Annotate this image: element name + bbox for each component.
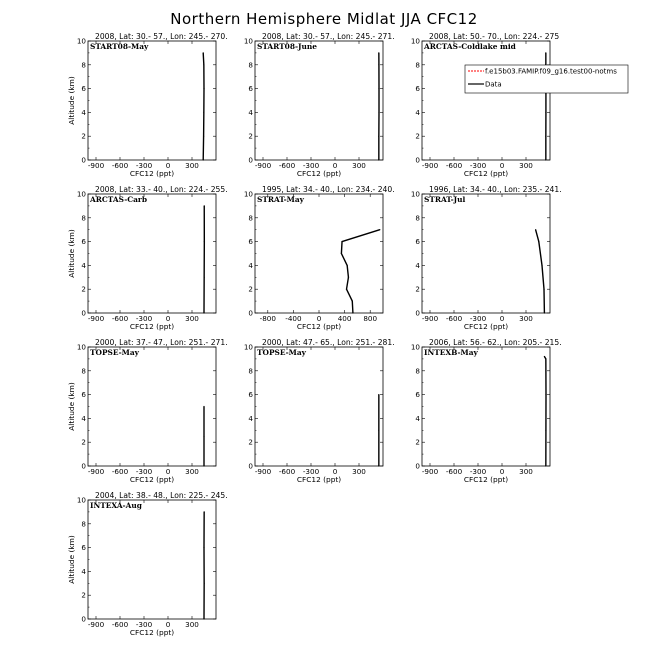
y-tick-label: 10 bbox=[243, 36, 253, 46]
data-point bbox=[378, 159, 379, 160]
legend bbox=[465, 65, 628, 93]
data-point bbox=[204, 583, 205, 584]
data-point bbox=[378, 136, 379, 137]
data-point bbox=[352, 312, 353, 313]
x-tick-label: 300 bbox=[519, 314, 533, 323]
x-tick-label: -600 bbox=[445, 467, 463, 476]
x-axis-label: CFC12 (ppt) bbox=[129, 628, 175, 637]
data-point bbox=[545, 430, 546, 431]
panel-label: INTEXB-May bbox=[424, 348, 478, 357]
x-tick-label: -300 bbox=[469, 314, 487, 323]
data-point bbox=[203, 312, 204, 313]
x-tick-label: 0 bbox=[165, 467, 171, 476]
data-point bbox=[347, 265, 348, 266]
x-axis-label: CFC12 (ppt) bbox=[129, 169, 175, 178]
data-point bbox=[346, 289, 347, 290]
x-tick-label: 300 bbox=[352, 467, 366, 476]
data-point bbox=[203, 618, 204, 619]
y-tick-label: 10 bbox=[243, 189, 253, 199]
data-point bbox=[378, 88, 379, 89]
y-tick-label: 10 bbox=[76, 36, 86, 46]
panel-10 bbox=[67, 491, 228, 637]
data-point bbox=[545, 358, 546, 359]
x-tick-label: 0 bbox=[499, 161, 505, 170]
x-tick-label: -600 bbox=[278, 161, 296, 170]
y-tick-label: 0 bbox=[81, 614, 86, 624]
data-point bbox=[203, 52, 204, 53]
y-tick-label: 10 bbox=[410, 342, 420, 352]
y-tick-label: 10 bbox=[76, 189, 86, 199]
y-tick-label: 0 bbox=[415, 155, 420, 165]
y-tick-label: 8 bbox=[248, 60, 253, 70]
y-tick-label: 8 bbox=[81, 213, 86, 223]
y-tick-label: 6 bbox=[248, 390, 253, 400]
y-tick-label: 4 bbox=[81, 107, 86, 117]
panel-header: 2008, Lat: 30.- 57., Lon: 245.- 270. bbox=[95, 32, 228, 41]
y-axis-label: Altitude (km) bbox=[67, 229, 76, 278]
y-tick-label: 8 bbox=[81, 60, 86, 70]
panel-label: TOPSE-May bbox=[90, 348, 139, 357]
data-point bbox=[378, 465, 379, 466]
y-tick-label: 4 bbox=[248, 260, 253, 270]
y-tick-label: 10 bbox=[410, 36, 420, 46]
y-tick-label: 2 bbox=[248, 437, 253, 447]
data-point bbox=[378, 52, 379, 53]
x-tick-label: 0 bbox=[165, 620, 171, 629]
y-tick-label: 0 bbox=[248, 308, 253, 318]
data-point bbox=[204, 277, 205, 278]
y-tick-label: 8 bbox=[415, 366, 420, 376]
data-point bbox=[378, 430, 379, 431]
data-point bbox=[545, 112, 546, 113]
x-tick-label: 800 bbox=[363, 314, 378, 323]
y-tick-label: 6 bbox=[415, 390, 420, 400]
panel-7 bbox=[67, 338, 228, 484]
x-tick-label: -600 bbox=[111, 161, 129, 170]
plot-frame bbox=[255, 347, 383, 466]
y-tick-label: 4 bbox=[415, 107, 420, 117]
data-point bbox=[543, 289, 544, 290]
y-tick-label: 2 bbox=[415, 131, 420, 141]
data-point bbox=[203, 88, 204, 89]
x-tick-label: -300 bbox=[135, 314, 153, 323]
x-tick-label: -600 bbox=[278, 467, 296, 476]
x-axis-label: CFC12 (ppt) bbox=[296, 322, 342, 331]
y-tick-label: 2 bbox=[81, 437, 86, 447]
plot-frame bbox=[255, 194, 383, 313]
data-point bbox=[203, 436, 204, 437]
data-point bbox=[348, 277, 349, 278]
data-point bbox=[538, 241, 539, 242]
y-tick-label: 2 bbox=[248, 284, 253, 294]
data-point bbox=[203, 64, 204, 65]
x-tick-label: 0 bbox=[332, 161, 338, 170]
data-point bbox=[352, 301, 353, 302]
x-tick-label: 0 bbox=[499, 467, 505, 476]
panel-header: 2000, Lat: 37.- 47., Lon: 251.- 271. bbox=[95, 338, 228, 347]
x-axis-label: CFC12 (ppt) bbox=[296, 169, 342, 178]
panel-header: 2000, Lat: 47.- 65., Lon: 251.- 281. bbox=[262, 338, 395, 347]
y-tick-label: 6 bbox=[248, 237, 253, 247]
panel-3 bbox=[411, 32, 560, 178]
data-point bbox=[203, 406, 204, 407]
data-line-series-1 bbox=[536, 230, 545, 313]
x-tick-label: 0 bbox=[165, 314, 171, 323]
y-tick-label: 0 bbox=[415, 308, 420, 318]
panel-header: 1996, Lat: 34.- 40., Lon: 235.- 241. bbox=[429, 185, 562, 194]
data-point bbox=[544, 356, 545, 357]
x-tick-label: -300 bbox=[302, 161, 320, 170]
panel-label: START08-May bbox=[90, 42, 149, 51]
legend-data-label: Data bbox=[485, 80, 502, 89]
data-point bbox=[378, 112, 379, 113]
x-tick-label: -900 bbox=[87, 620, 105, 629]
x-axis-label: CFC12 (ppt) bbox=[296, 475, 342, 484]
y-tick-label: 0 bbox=[248, 155, 253, 165]
data-point bbox=[341, 253, 342, 254]
x-tick-label: -900 bbox=[421, 161, 439, 170]
y-tick-label: 2 bbox=[415, 284, 420, 294]
data-point bbox=[545, 136, 546, 137]
data-point bbox=[341, 241, 342, 242]
x-tick-label: -600 bbox=[111, 620, 129, 629]
y-tick-label: 0 bbox=[248, 461, 253, 471]
y-tick-label: 4 bbox=[415, 260, 420, 270]
x-axis-label: CFC12 (ppt) bbox=[463, 475, 509, 484]
x-axis-label: CFC12 (ppt) bbox=[463, 322, 509, 331]
y-tick-label: 8 bbox=[248, 213, 253, 223]
x-axis-label: CFC12 (ppt) bbox=[129, 475, 175, 484]
y-tick-label: 2 bbox=[248, 131, 253, 141]
y-tick-label: 6 bbox=[81, 543, 86, 553]
y-tick-label: 10 bbox=[76, 495, 86, 505]
panel-header: 2004, Lat: 38.- 48., Lon: 225.- 245. bbox=[95, 491, 228, 500]
y-tick-label: 4 bbox=[81, 413, 86, 423]
plot-frame bbox=[88, 500, 216, 619]
x-tick-label: 0 bbox=[499, 314, 505, 323]
x-axis-label: CFC12 (ppt) bbox=[463, 169, 509, 178]
panel-header: 2006, Lat: 56.- 62., Lon: 205.- 215. bbox=[429, 338, 562, 347]
figure-title: Northern Hemisphere Midlat JJA CFC12 bbox=[170, 10, 478, 28]
data-point bbox=[535, 229, 536, 230]
data-point bbox=[203, 136, 204, 137]
y-tick-label: 6 bbox=[81, 84, 86, 94]
x-tick-label: -900 bbox=[87, 161, 105, 170]
panel-label: STRAT-May bbox=[257, 195, 304, 204]
x-tick-label: -900 bbox=[421, 467, 439, 476]
y-tick-label: 8 bbox=[81, 519, 86, 529]
x-tick-label: -300 bbox=[135, 620, 153, 629]
panel-header: 1995, Lat: 34.- 40., Lon: 234.- 240. bbox=[262, 185, 395, 194]
panel-label: TOPSE-May bbox=[257, 348, 306, 357]
y-tick-label: 2 bbox=[81, 131, 86, 141]
data-point bbox=[545, 465, 546, 466]
data-point bbox=[378, 64, 379, 65]
x-tick-label: 0 bbox=[316, 314, 322, 323]
data-line-series-1 bbox=[341, 230, 379, 313]
data-point bbox=[204, 241, 205, 242]
x-tick-label: -300 bbox=[302, 467, 320, 476]
x-tick-label: 300 bbox=[185, 620, 199, 629]
legend-model-label: f.e15b03.FAMIP.f09_g16.test00-notms bbox=[485, 67, 617, 76]
x-tick-label: 300 bbox=[185, 161, 199, 170]
x-tick-label: -300 bbox=[469, 161, 487, 170]
data-point bbox=[203, 547, 204, 548]
plot-frame bbox=[88, 194, 216, 313]
panel-header: 2008, Lat: 33.- 40., Lon: 224.- 255. bbox=[95, 185, 228, 194]
panels bbox=[67, 32, 562, 637]
x-tick-label: -900 bbox=[254, 161, 272, 170]
x-tick-label: -900 bbox=[87, 314, 105, 323]
x-tick-label: -600 bbox=[111, 314, 129, 323]
plot-frame bbox=[88, 347, 216, 466]
y-tick-label: 8 bbox=[81, 366, 86, 376]
x-axis-label: CFC12 (ppt) bbox=[129, 322, 175, 331]
panel-9 bbox=[411, 338, 562, 484]
panel-4 bbox=[67, 185, 228, 331]
y-tick-label: 4 bbox=[248, 107, 253, 117]
data-point bbox=[545, 159, 546, 160]
x-tick-label: -300 bbox=[135, 161, 153, 170]
x-tick-label: 300 bbox=[185, 314, 199, 323]
panel-header: 2008, Lat: 50.- 70., Lon: 224.- 275 bbox=[429, 32, 560, 41]
panel-5 bbox=[244, 185, 395, 331]
y-axis-label: Altitude (km) bbox=[67, 76, 76, 125]
panel-header: 2008, Lat: 30.- 57., Lon: 245.- 271. bbox=[262, 32, 395, 41]
x-tick-label: -800 bbox=[259, 314, 276, 323]
y-tick-label: 4 bbox=[415, 413, 420, 423]
panel-label: START08-June bbox=[257, 42, 317, 51]
y-tick-label: 0 bbox=[81, 461, 86, 471]
data-line-series-1 bbox=[544, 357, 546, 466]
x-tick-label: -600 bbox=[445, 161, 463, 170]
y-axis-label: Altitude (km) bbox=[67, 382, 76, 431]
panel-8 bbox=[244, 338, 395, 484]
y-tick-label: 4 bbox=[248, 413, 253, 423]
data-point bbox=[545, 52, 546, 53]
x-tick-label: -300 bbox=[135, 467, 153, 476]
y-tick-label: 0 bbox=[81, 155, 86, 165]
x-tick-label: 0 bbox=[165, 161, 171, 170]
x-tick-label: 400 bbox=[337, 314, 352, 323]
x-tick-label: -900 bbox=[421, 314, 439, 323]
data-line-series-1 bbox=[203, 53, 204, 160]
y-tick-label: 10 bbox=[243, 342, 253, 352]
data-point bbox=[204, 511, 205, 512]
data-point bbox=[203, 465, 204, 466]
data-point bbox=[544, 312, 545, 313]
data-point bbox=[379, 229, 380, 230]
x-tick-label: -900 bbox=[87, 467, 105, 476]
y-tick-label: 6 bbox=[248, 84, 253, 94]
data-point bbox=[545, 394, 546, 395]
x-tick-label: 300 bbox=[185, 467, 199, 476]
plot-frame bbox=[422, 194, 550, 313]
y-tick-label: 2 bbox=[81, 590, 86, 600]
panel-1 bbox=[67, 32, 228, 178]
y-tick-label: 6 bbox=[81, 390, 86, 400]
y-tick-label: 10 bbox=[76, 342, 86, 352]
x-tick-label: 300 bbox=[352, 161, 366, 170]
data-point bbox=[541, 265, 542, 266]
x-tick-label: -900 bbox=[254, 467, 272, 476]
panel-2 bbox=[244, 32, 395, 178]
plot-frame bbox=[422, 347, 550, 466]
y-axis-label: Altitude (km) bbox=[67, 535, 76, 584]
panel-label: ARCTAS-Coldlake mid bbox=[424, 42, 516, 51]
y-tick-label: 4 bbox=[81, 260, 86, 270]
data-point bbox=[378, 394, 379, 395]
x-tick-label: -600 bbox=[445, 314, 463, 323]
panel-label: INTEXA-Aug bbox=[90, 501, 142, 510]
x-tick-label: -300 bbox=[469, 467, 487, 476]
panel-label: STRAT-Jul bbox=[424, 195, 466, 204]
y-tick-label: 6 bbox=[81, 237, 86, 247]
panel-label: ARCTAS-Carb bbox=[90, 195, 147, 204]
x-tick-label: 0 bbox=[332, 467, 338, 476]
y-tick-label: 2 bbox=[415, 437, 420, 447]
x-tick-label: -600 bbox=[111, 467, 129, 476]
y-tick-label: 4 bbox=[81, 566, 86, 576]
plot-frame bbox=[88, 41, 216, 160]
y-tick-label: 2 bbox=[81, 284, 86, 294]
plot-frame bbox=[255, 41, 383, 160]
y-tick-label: 0 bbox=[415, 461, 420, 471]
data-point bbox=[203, 159, 204, 160]
y-tick-label: 0 bbox=[81, 308, 86, 318]
y-tick-label: 6 bbox=[415, 237, 420, 247]
y-tick-label: 8 bbox=[415, 60, 420, 70]
data-point bbox=[204, 205, 205, 206]
y-tick-label: 10 bbox=[410, 189, 420, 199]
x-tick-label: 300 bbox=[519, 467, 533, 476]
x-tick-label: -400 bbox=[285, 314, 302, 323]
plot-frame bbox=[422, 41, 550, 160]
y-tick-label: 8 bbox=[415, 213, 420, 223]
panel-6 bbox=[411, 185, 562, 331]
y-tick-label: 6 bbox=[415, 84, 420, 94]
y-tick-label: 8 bbox=[248, 366, 253, 376]
data-point bbox=[203, 112, 204, 113]
x-tick-label: 300 bbox=[519, 161, 533, 170]
